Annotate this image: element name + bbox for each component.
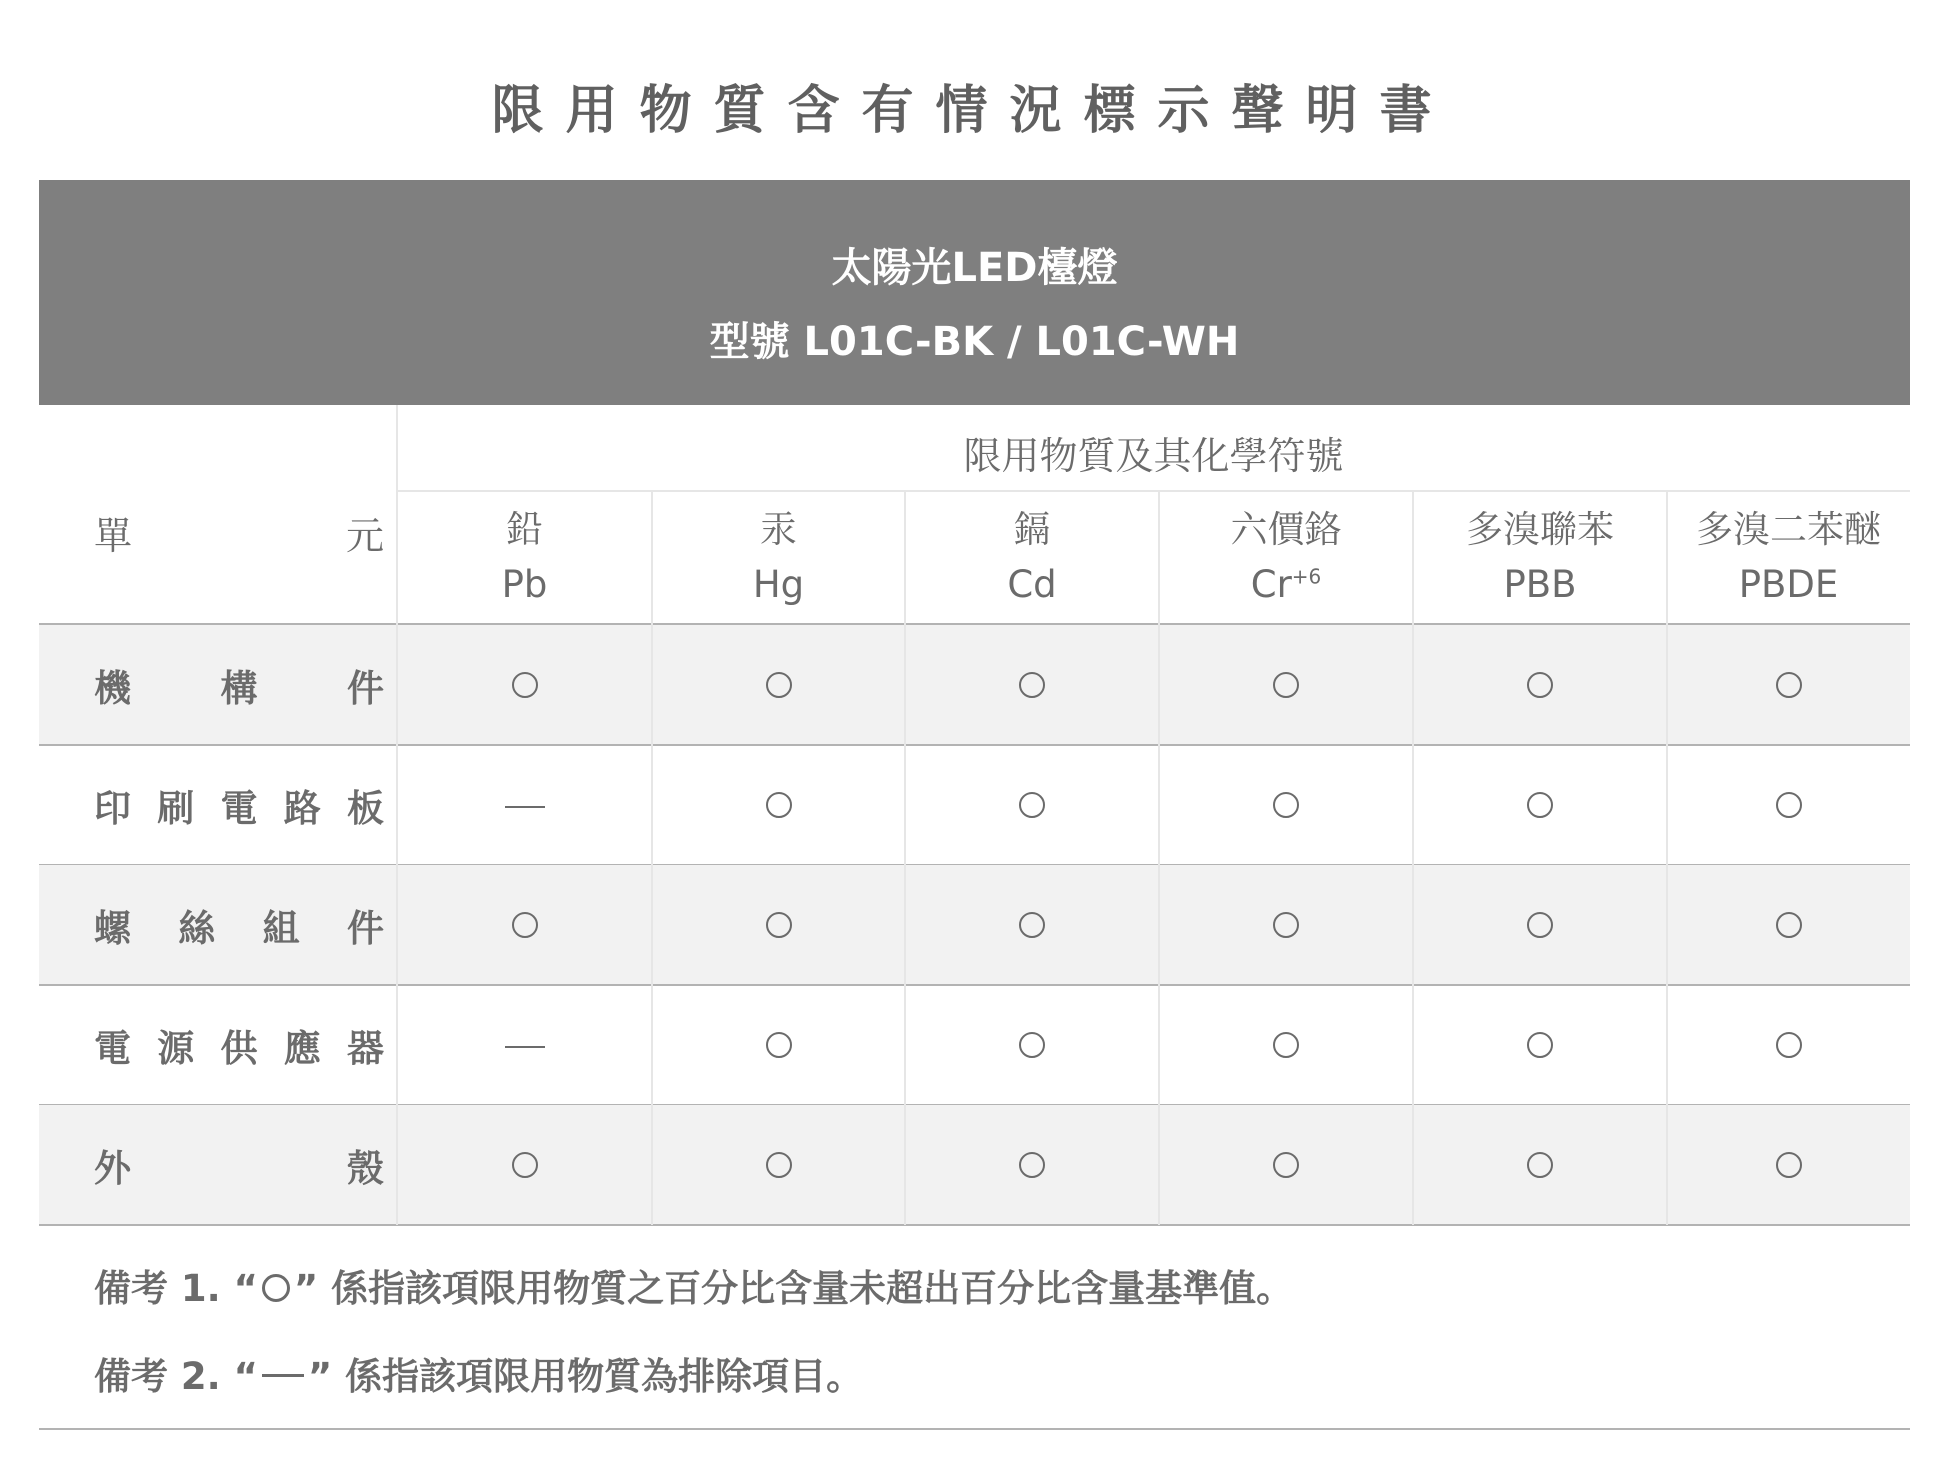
mark-cell	[1413, 985, 1667, 1105]
mark-cell	[905, 985, 1159, 1105]
unit-header-char-1: 單	[94, 514, 133, 558]
row-label-char: 螺	[94, 907, 131, 950]
mark-cell	[1667, 625, 1910, 745]
substance-symbol	[652, 557, 905, 612]
note-2-close-quote: ”	[307, 1355, 333, 1398]
mark-cell	[1159, 745, 1413, 865]
mark-cell	[1159, 625, 1413, 745]
mark-cell	[1413, 625, 1667, 745]
row-label	[94, 865, 384, 985]
mark-cell	[1667, 865, 1910, 985]
compliant-circle-icon	[1273, 792, 1299, 818]
compliant-circle-icon	[1527, 792, 1553, 818]
row-label-char: 殼	[347, 1147, 384, 1190]
mark-cell	[1667, 985, 1910, 1105]
mark-cell	[1413, 745, 1667, 865]
column-divider	[1158, 490, 1160, 1225]
substance-group-header: 限用物質及其化學符號	[963, 434, 1344, 478]
substance-symbol	[1159, 557, 1413, 612]
compliant-circle-icon	[1776, 1032, 1802, 1058]
row-label-char: 構	[220, 667, 258, 710]
substance-header-cd	[905, 502, 1159, 612]
substance-name: 汞	[760, 508, 797, 551]
compliant-circle-icon	[766, 1152, 792, 1178]
mark-cell	[905, 1105, 1159, 1225]
mark-cell	[1159, 985, 1413, 1105]
note-2-text: 係指該項限用物質為排除項目。	[332, 1355, 864, 1398]
row-label	[94, 1105, 384, 1225]
compliant-circle-icon	[1273, 1032, 1299, 1058]
row-label-char: 應	[283, 1027, 321, 1070]
note-1-close-quote: ”	[293, 1267, 319, 1310]
row-label-char: 件	[346, 907, 384, 950]
row-label-char: 器	[347, 1027, 384, 1070]
column-divider	[904, 490, 906, 1225]
compliant-circle-icon	[1273, 672, 1299, 698]
mark-cell	[905, 625, 1159, 745]
row-label-char: 電	[94, 1027, 131, 1070]
table-row	[39, 625, 1910, 745]
mark-cell	[652, 1105, 905, 1225]
table-row	[39, 985, 1910, 1105]
note-1	[94, 1258, 1293, 1312]
row-label-char: 印	[94, 787, 131, 830]
substance-name: 多溴聯苯	[1466, 508, 1614, 551]
row-label-char: 絲	[178, 907, 216, 950]
substance-name: 鉛	[506, 508, 543, 551]
compliant-circle-icon	[1527, 912, 1553, 938]
mark-cell	[397, 745, 652, 865]
mark-cell	[652, 865, 905, 985]
compliant-circle-icon	[1019, 672, 1045, 698]
mark-cell	[1413, 865, 1667, 985]
column-divider	[651, 490, 653, 1225]
compliant-circle-icon	[512, 1152, 538, 1178]
compliant-circle-icon	[1527, 1152, 1553, 1178]
mark-cell	[652, 625, 905, 745]
compliant-circle-icon	[1527, 1032, 1553, 1058]
note-2-prefix: 備考 2.	[94, 1355, 221, 1398]
substance-symbol-text: PBDE	[1738, 563, 1839, 606]
mark-cell	[1159, 1105, 1413, 1225]
product-model: 型號 L01C-BK / L01C-WH	[709, 319, 1240, 365]
compliant-circle-icon	[766, 672, 792, 698]
note-1-prefix: 備考 1.	[94, 1267, 221, 1310]
row-label-char: 供	[220, 1027, 258, 1070]
mark-cell	[652, 745, 905, 865]
compliant-circle-icon	[766, 792, 792, 818]
compliant-circle-icon	[1019, 1032, 1045, 1058]
table-row	[39, 1105, 1910, 1225]
substance-symbol-text: Cd	[1007, 563, 1057, 606]
substance-header-hg	[652, 502, 905, 612]
compliant-circle-icon	[1273, 912, 1299, 938]
substance-symbol	[1413, 557, 1667, 612]
table-row	[39, 865, 1910, 985]
substance-symbol-text: PBB	[1503, 563, 1577, 606]
dash-symbol-icon	[262, 1374, 304, 1377]
substance-header-cr	[1159, 502, 1413, 612]
mark-cell	[1159, 865, 1413, 985]
compliant-circle-icon	[1776, 672, 1802, 698]
note-2-open-quote: “	[233, 1355, 258, 1398]
row-label-char: 組	[262, 907, 300, 950]
compliant-circle-icon	[1019, 1152, 1045, 1178]
substance-symbol	[1667, 557, 1910, 612]
row-label	[94, 745, 384, 865]
compliant-circle-icon	[766, 912, 792, 938]
mark-cell	[905, 745, 1159, 865]
substance-name: 鎘	[1013, 508, 1051, 551]
column-divider	[1412, 490, 1414, 1225]
row-label-char: 源	[157, 1027, 195, 1070]
mark-cell	[652, 985, 905, 1105]
substance-symbol-text: Cr	[1250, 563, 1292, 606]
mark-cell	[397, 985, 652, 1105]
compliant-circle-icon	[1019, 912, 1045, 938]
row-label	[94, 625, 384, 745]
substance-header-pb	[397, 502, 652, 612]
note-1-text: 係指該項限用物質之百分比含量未超出百分比含量基準值。	[318, 1267, 1294, 1310]
compliant-circle-icon	[1776, 1152, 1802, 1178]
row-label-char: 外	[94, 1147, 131, 1190]
substance-header-pbb	[1413, 502, 1667, 612]
row-label-char: 件	[347, 667, 384, 710]
exempt-dash-icon	[505, 1046, 545, 1049]
substance-name: 多溴二苯醚	[1696, 508, 1881, 551]
mark-cell	[397, 1105, 652, 1225]
unit-header-char-2: 元	[345, 514, 384, 558]
substance-symbol	[397, 557, 652, 612]
group-header-divider	[397, 490, 1910, 492]
mark-cell	[1667, 745, 1910, 865]
document-title: 限用物質含有情況標示聲明書	[491, 81, 1454, 141]
compliant-circle-icon	[1776, 792, 1802, 818]
row-label-char: 路	[283, 787, 321, 830]
compliant-circle-icon	[1527, 672, 1553, 698]
circle-symbol-icon	[262, 1274, 290, 1302]
substance-symbol	[905, 557, 1159, 612]
row-label	[94, 985, 384, 1105]
row-label-char: 板	[347, 787, 384, 830]
table-row	[39, 745, 1910, 865]
bottom-divider	[39, 1428, 1910, 1430]
product-name: 太陽光LED檯燈	[831, 245, 1118, 291]
compliant-circle-icon	[1776, 912, 1802, 938]
product-banner	[39, 180, 1910, 405]
mark-cell	[1667, 1105, 1910, 1225]
note-2	[94, 1346, 863, 1400]
compliant-circle-icon	[512, 672, 538, 698]
unit-header	[94, 505, 384, 560]
compliant-circle-icon	[1273, 1152, 1299, 1178]
mark-cell	[397, 625, 652, 745]
compliant-circle-icon	[766, 1032, 792, 1058]
substance-symbol-superscript: +6	[1291, 564, 1322, 589]
row-label-char: 機	[94, 667, 131, 710]
exempt-dash-icon	[505, 806, 545, 809]
row-divider	[39, 1224, 1910, 1226]
compliant-circle-icon	[512, 912, 538, 938]
column-divider	[396, 405, 398, 1225]
mark-cell	[905, 865, 1159, 985]
row-label-char: 電	[220, 787, 258, 830]
note-1-open-quote: “	[233, 1267, 258, 1310]
row-label-char: 刷	[157, 787, 195, 830]
column-divider	[1666, 490, 1668, 1225]
substance-header-pbde	[1667, 502, 1910, 612]
mark-cell	[1413, 1105, 1667, 1225]
substance-name: 六價鉻	[1230, 508, 1342, 551]
substance-symbol-text: Pb	[501, 563, 548, 606]
compliant-circle-icon	[1019, 792, 1045, 818]
substance-symbol-text: Hg	[752, 563, 805, 606]
mark-cell	[397, 865, 652, 985]
